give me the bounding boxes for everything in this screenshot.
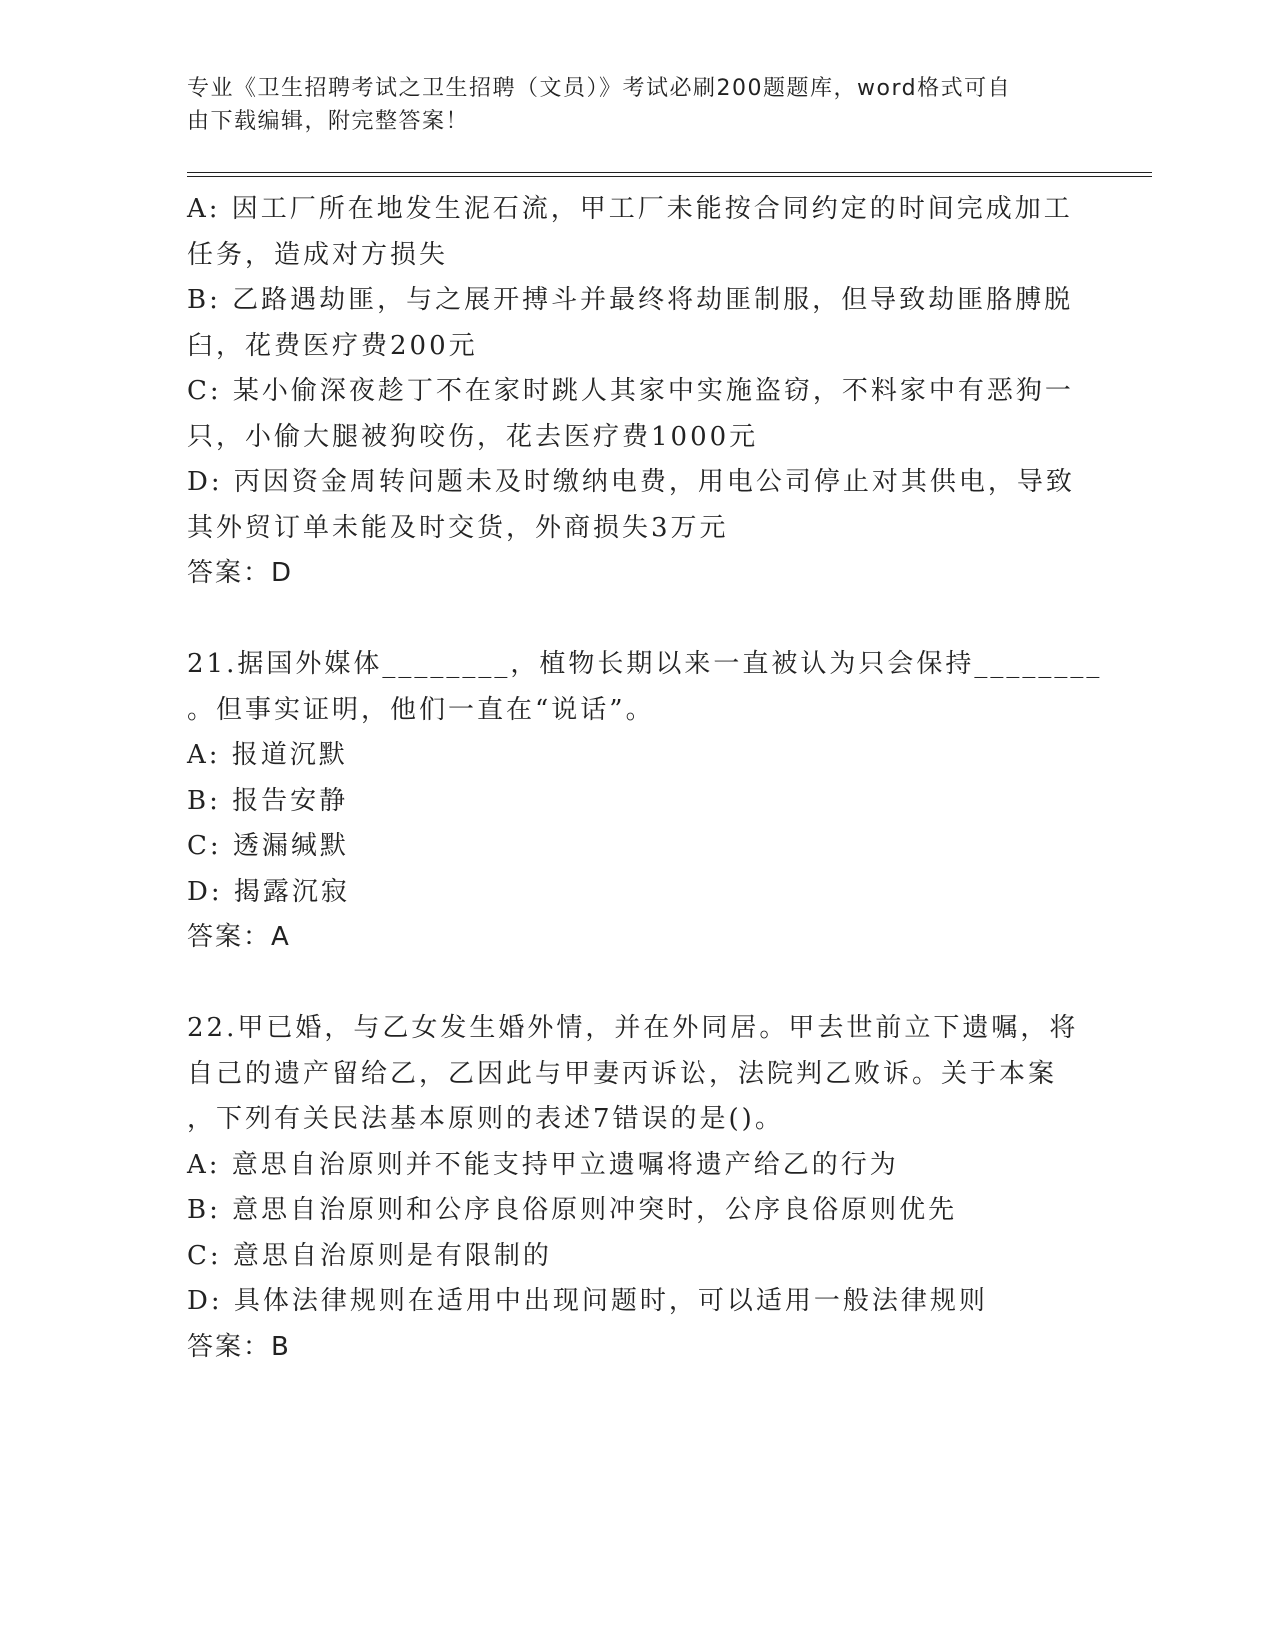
option-line: B: 意思自治原则和公序良俗原则冲突时，公序良俗原则优先 <box>187 1195 958 1225</box>
question-stem-line: 22.甲已婚，与乙女发生婚外情，并在外同居。甲去世前立下遗嘱，将 <box>187 1013 1079 1043</box>
question-20-options <box>187 187 1077 597</box>
answer-label: 答案：A <box>187 922 291 952</box>
question-stem-line: 21.据国外媒体________，植物长期以来一直被认为只会保持________ <box>187 649 1103 679</box>
option-line: D: 丙因资金周转问题未及时缴纳电费，用电公司停止对其供电，导致 <box>187 467 1075 497</box>
document-header <box>187 72 1067 138</box>
spacer <box>187 597 1077 643</box>
header-divider-bottom <box>187 176 1152 177</box>
option-line: C: 某小偷深夜趁丁不在家时跳人其家中实施盗窃，不料家中有恶狗一 <box>187 376 1074 406</box>
option-line: C: 透漏缄默 <box>187 831 349 861</box>
option-line: 只，小偷大腿被狗咬伤，花去医疗费1000元 <box>187 421 759 452</box>
question-stem-line: 自己的遗产留给乙，乙因此与甲妻丙诉讼，法院判乙败诉。关于本案 <box>187 1058 1058 1089</box>
option-line: B: 报告安静 <box>187 785 349 816</box>
option-line: A: 因工厂所在地发生泥石流，甲工厂未能按合同约定的时间完成加工 <box>187 194 1073 224</box>
option-line: B: 乙路遇劫匪，与之展开搏斗并最终将劫匪制服，但导致劫匪胳膊脱 <box>187 285 1074 315</box>
option-line: 其外贸订单未能及时交货，外商损失3万元 <box>187 512 729 543</box>
header-divider-top <box>187 172 1152 173</box>
spacer <box>187 961 1077 1007</box>
header-line-1: 专业《卫生招聘考试之卫生招聘（文员）》考试必刷200题题库，word格式可自 <box>187 76 1012 101</box>
option-line: D: 具体法律规则在适用中出现问题时，可以适用一般法律规则 <box>187 1286 988 1316</box>
option-line: A: 意思自治原则并不能支持甲立遗嘱将遗产给乙的行为 <box>187 1149 899 1180</box>
question-21 <box>187 642 1103 961</box>
question-stem-line: 。但事实证明，他们一直在“说话”。 <box>187 694 655 725</box>
question-content <box>187 187 1103 1370</box>
answer-label: 答案：D <box>187 558 294 588</box>
option-line: 臼，花费医疗费200元 <box>187 330 478 361</box>
option-line: C: 意思自治原则是有限制的 <box>187 1240 552 1271</box>
option-line: D: 揭露沉寂 <box>187 876 350 907</box>
option-line: 任务，造成对方损失 <box>187 239 449 270</box>
answer-label: 答案：B <box>187 1331 291 1362</box>
question-22 <box>187 1006 1077 1370</box>
option-line: A: 报道沉默 <box>187 740 348 770</box>
header-line-2: 由下载编辑，附完整答案！ <box>187 109 470 134</box>
question-stem-line: ，下列有关民法基本原则的表述7错误的是()。 <box>187 1104 784 1134</box>
